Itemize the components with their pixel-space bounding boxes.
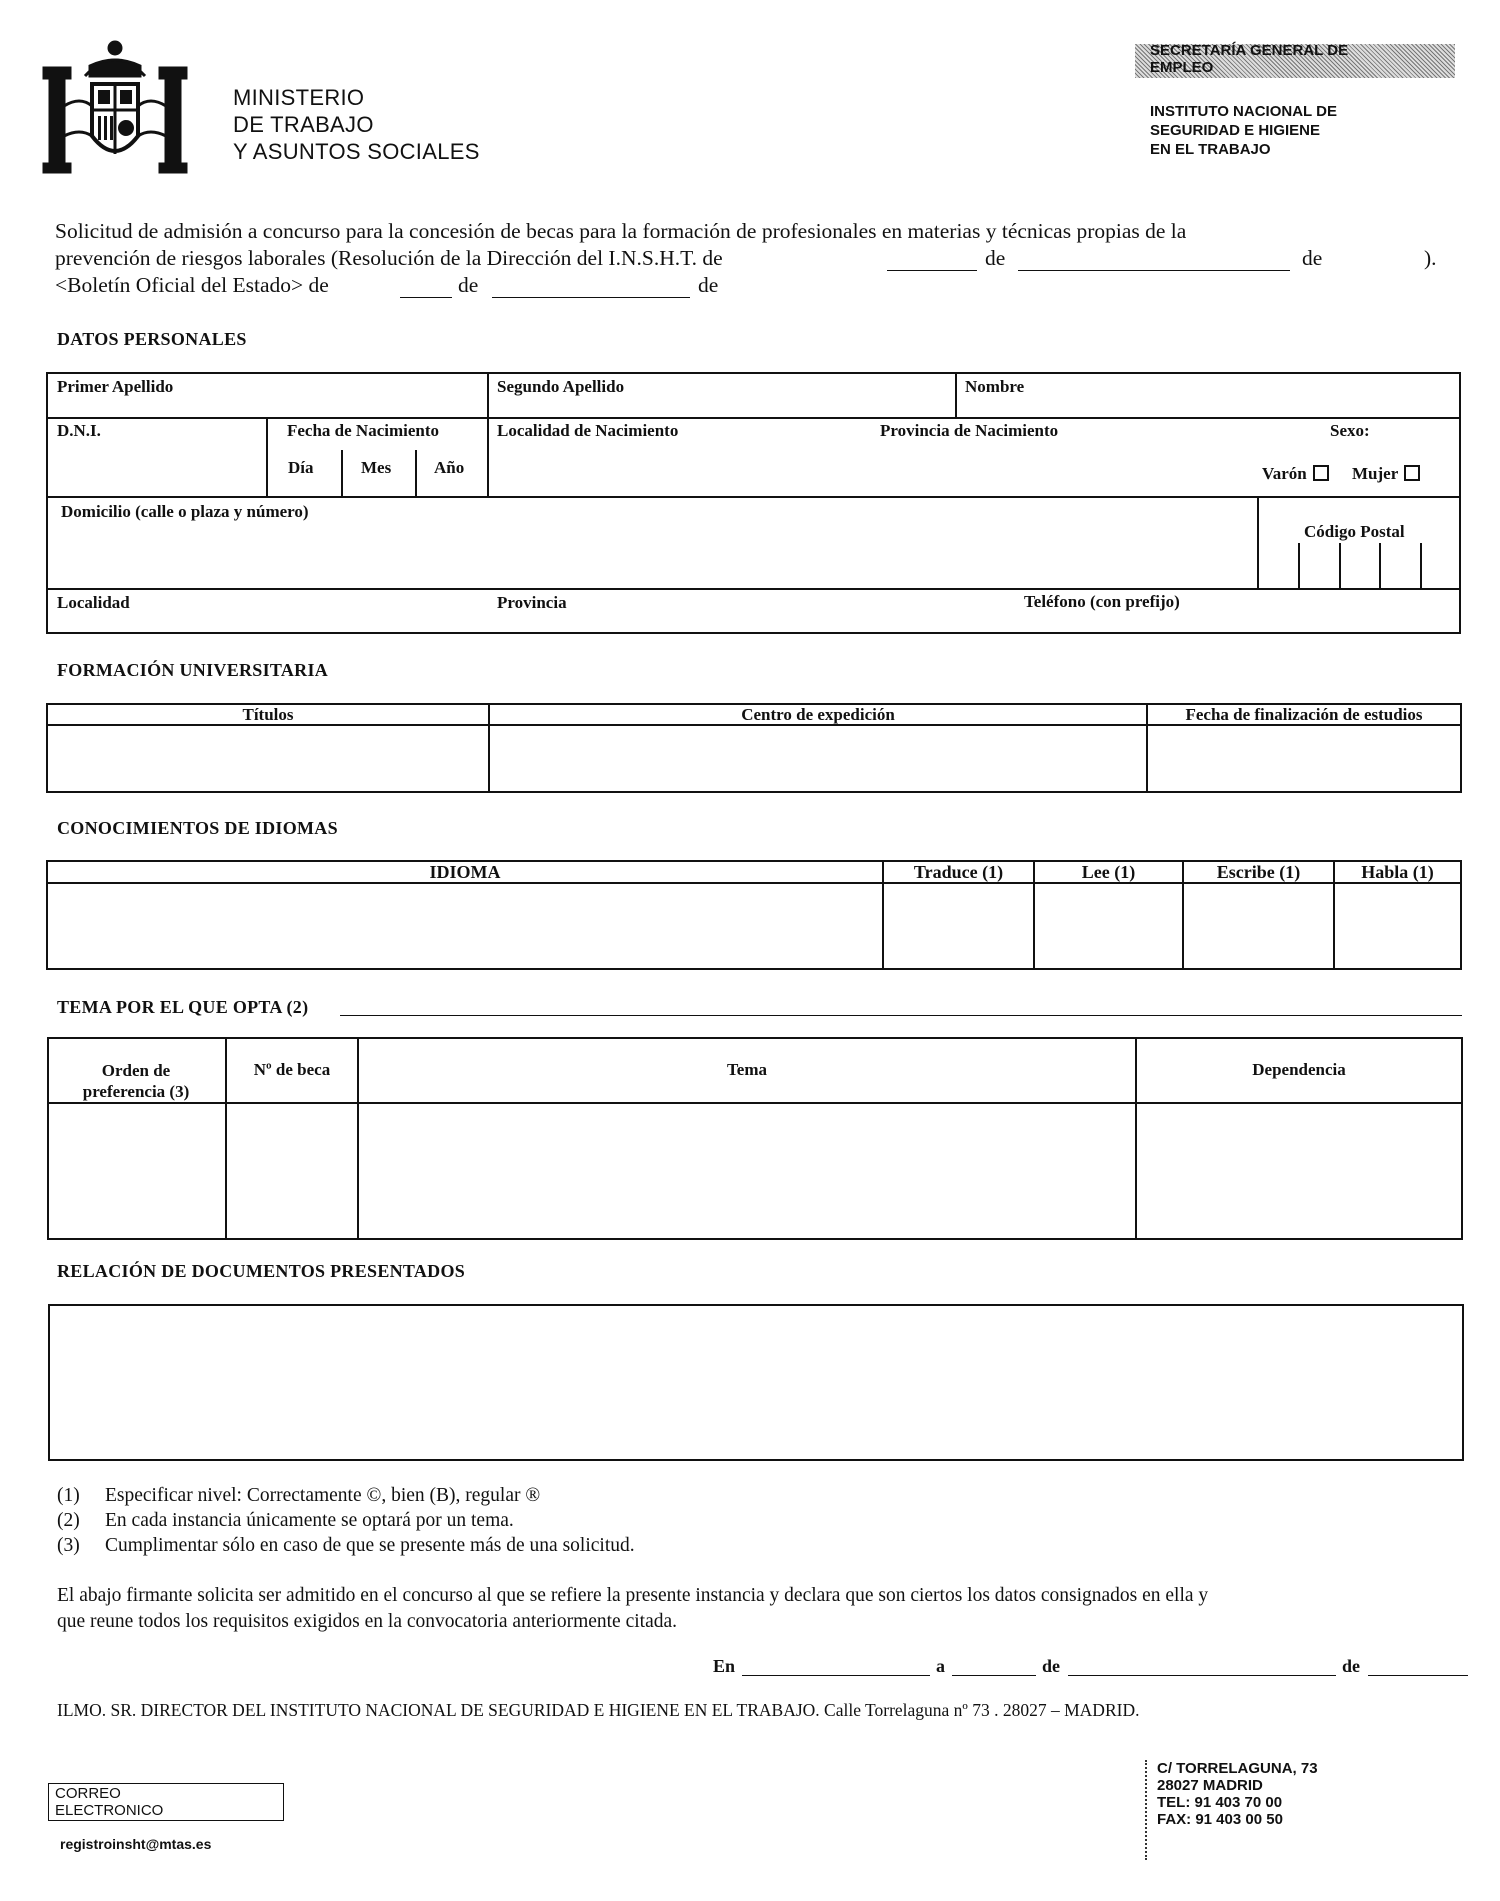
dni-label: D.N.I.	[57, 421, 101, 440]
signature-year-blank[interactable]	[1368, 1675, 1468, 1676]
primer-apellido-label: Primer Apellido	[57, 377, 174, 396]
signature-a: a	[936, 1656, 945, 1676]
postal-digit-divider	[1298, 543, 1300, 589]
header-divider	[47, 1102, 1463, 1104]
footer-dotted-rule	[1145, 1760, 1147, 1860]
col-idioma: IDIOMA	[429, 862, 501, 882]
postal-digit-divider	[1420, 543, 1422, 589]
fecha-nacimiento-label: Fecha de Nacimiento	[287, 421, 440, 440]
col-tema: Tema	[727, 1060, 767, 1079]
col-traduce: Traduce (1)	[913, 862, 1004, 882]
domicilio-label: Domicilio (calle o plaza y número)	[61, 502, 309, 521]
intro-de-1: de	[985, 246, 1006, 270]
varon-checkbox[interactable]	[1313, 465, 1329, 481]
section-tema: TEMA POR EL QUE OPTA (2)	[57, 997, 309, 1017]
anio-label: Año	[434, 458, 465, 477]
col-divider	[415, 450, 417, 497]
mes-label: Mes	[361, 458, 392, 477]
col-lee: Lee (1)	[1081, 862, 1136, 882]
section-datos-personales: DATOS PERSONALES	[57, 329, 247, 349]
instituto-name: INSTITUTO NACIONAL DE SEGURIDAD E HIGIENE EN EL TRABAJO	[1150, 103, 1337, 158]
intro-de-4: de	[698, 273, 719, 297]
ministry-name: MINISTERIO DE TRABAJO Y ASUNTOS SOCIALES	[233, 85, 480, 164]
col-divider	[487, 372, 489, 498]
section-conocimientos-idiomas: CONOCIMIENTOS DE IDIOMAS	[57, 818, 338, 838]
declaration-text: El abajo firmante solicita ser admitido en el concurso al que se refiere la presente instancia y declara que son ciertos los datos consignados en ella y que reune todos los requisitos exigidos en la convocatoria anteriormente citada.	[57, 1585, 1209, 1632]
intro-line-1: Solicitud de admisión a concurso para la concesión de becas para la formación de profesionales en materias y técnicas propias de la	[55, 219, 1187, 243]
notes-list	[57, 1483, 635, 1558]
secretaria-label: SECRETARÍA GENERAL DE EMPLEO	[1150, 42, 1349, 76]
footer-address: C/ TORRELAGUNA, 73 28027 MADRID TEL: 91 403 70 00 FAX: 91 403 00 50	[1157, 1760, 1318, 1828]
sexo-label: Sexo:	[1330, 421, 1370, 440]
col-escribe: Escribe (1)	[1216, 862, 1301, 882]
addressee: ILMO. SR. DIRECTOR DEL INSTITUTO NACIONAL DE SEGURIDAD E HIGIENE EN EL TRABAJO. Calle Torrelaguna nº 73 . 28027 – MADRID.	[57, 1700, 1140, 1720]
localidad-nacimiento-label: Localidad de Nacimiento	[497, 421, 679, 440]
segundo-apellido-label: Segundo Apellido	[497, 377, 625, 396]
section-documentos-presentados: RELACIÓN DE DOCUMENTOS PRESENTADOS	[57, 1261, 466, 1281]
col-orden-preferencia: Orden de preferencia (3)	[82, 1061, 190, 1101]
row-divider	[46, 588, 1461, 590]
row-divider	[46, 417, 1461, 419]
note-item: (3) Cumplimentar sólo en caso de que se presente más de una solicitud.	[57, 1535, 635, 1556]
col-fecha-finalizacion: Fecha de finalización de estudios	[1185, 705, 1423, 724]
note-item: (2) En cada instancia únicamente se optará por un tema.	[57, 1510, 514, 1531]
tema-blank[interactable]	[340, 1015, 1462, 1016]
signature-place-blank[interactable]	[742, 1675, 930, 1676]
section-formacion-universitaria: FORMACIÓN UNIVERSITARIA	[57, 660, 329, 680]
col-divider	[1257, 496, 1259, 590]
coat-of-arms-icon	[40, 36, 190, 176]
signature-de-1: de	[1042, 1656, 1060, 1676]
postal-digit-divider	[1339, 543, 1341, 589]
col-centro-expedicion: Centro de expedición	[741, 705, 895, 724]
nombre-label: Nombre	[965, 377, 1025, 396]
note-item: (1) Especificar nivel: Correctamente ©, bien (B), regular ®	[57, 1485, 541, 1506]
email-address[interactable]: registroinsht@mtas.es	[60, 1836, 212, 1852]
documentos-box[interactable]	[48, 1304, 1464, 1461]
intro-de-2: de	[1302, 246, 1323, 270]
col-dependencia: Dependencia	[1252, 1060, 1346, 1079]
mujer-checkbox[interactable]	[1404, 465, 1420, 481]
boe-day-blank[interactable]	[400, 297, 452, 298]
signature-en: En	[713, 1656, 736, 1676]
col-divider	[266, 417, 268, 497]
col-divider	[341, 450, 343, 497]
provincia-label: Provincia	[497, 593, 567, 612]
col-habla: Habla (1)	[1361, 862, 1434, 882]
signature-month-blank[interactable]	[1068, 1675, 1336, 1676]
col-numero-beca: Nº de beca	[253, 1060, 331, 1079]
postal-digit-divider	[1379, 543, 1381, 589]
col-divider	[955, 372, 957, 418]
resolution-day-blank[interactable]	[887, 270, 977, 271]
dia-label: Día	[288, 458, 314, 477]
mujer-option[interactable]: Mujer	[1352, 464, 1420, 484]
telefono-label: Teléfono (con prefijo)	[1024, 592, 1180, 611]
localidad-label: Localidad	[57, 593, 130, 612]
intro-de-3: de	[458, 273, 479, 297]
provincia-nacimiento-label: Provincia de Nacimiento	[880, 421, 1059, 440]
signature-de-2: de	[1342, 1656, 1360, 1676]
resolution-month-blank[interactable]	[1018, 270, 1290, 271]
row-divider	[46, 496, 1461, 498]
correo-electronico-box: CORREO ELECTRONICO	[48, 1783, 284, 1821]
varon-option[interactable]: Varón	[1262, 464, 1329, 484]
boe-month-blank[interactable]	[492, 297, 690, 298]
intro-line-3: <Boletín Oficial del Estado> de	[55, 273, 329, 297]
col-titulos: Títulos	[242, 705, 294, 724]
signature-day-blank[interactable]	[952, 1675, 1036, 1676]
codigo-postal-label: Código Postal	[1304, 522, 1405, 541]
intro-line-2: prevención de riesgos laborales (Resolución de la Dirección del I.N.S.H.T. de	[55, 246, 723, 270]
intro-close: ).	[1424, 246, 1437, 270]
